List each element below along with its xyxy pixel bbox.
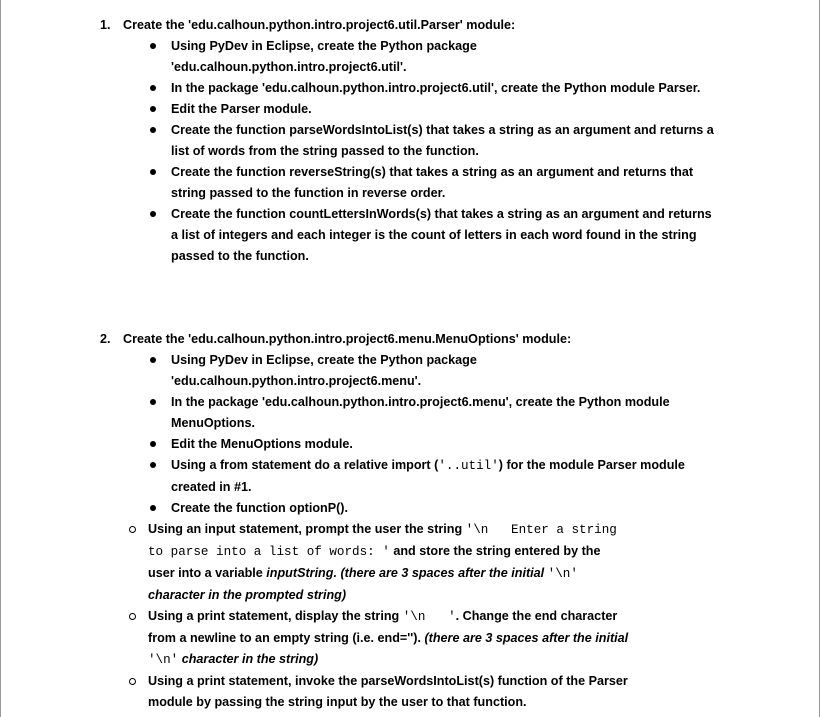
hollow-bullet-icon [129, 678, 136, 685]
bullet-icon [150, 85, 156, 91]
list-item: Create the function parseWordsIntoList(s) that takes a string as an argument and returns a list of words from the string passed to the function. [100, 120, 731, 162]
bullet-icon [150, 211, 156, 217]
bullet-icon [150, 357, 156, 363]
list-item: Create the function optionP(). Using an input statement, prompt the user the string '\n Enter a string to parse into a list of words: ' and store the string entered by the user into a variable inputString. (there are 3 spaces after the initial '\n' character in the prompted string) Using a print statement, display the string '\n '. Change the end character from a newline to an empty string (i.e. end=''). (there are 3 spaces after the initial '\n' character in the string) Using a print statement, invoke the parseWordsIntoList(s) function of the Parser module by passing the string input by the user to that function. [100, 498, 731, 713]
sub-list-item: Using a print statement, display the string '\n '. Change the end character from a newline to an empty string (i.e. end=''). (there are 3 spaces after the initial '\n' character in the string) [100, 606, 648, 671]
list-item: Using PyDev in Eclipse, create the Python package 'edu.calhoun.python.intro.project6.util'. [100, 36, 731, 78]
list-item: Using a from statement do a relative import ('..util') for the module Parser module created in #1. [100, 455, 731, 498]
instruction-item-2 [100, 329, 731, 713]
bullet-icon [150, 505, 156, 511]
list-item: In the package 'edu.calhoun.python.intro.project6.util', create the Python module Parser. [100, 78, 731, 99]
bullet-icon [150, 441, 156, 447]
hollow-bullet-icon [129, 613, 136, 620]
inline-code: '..util' [438, 459, 499, 473]
item-2-heading-text: Create the 'edu.calhoun.python.intro.project6.menu.MenuOptions' module: [123, 332, 572, 346]
list-item: Using PyDev in Eclipse, create the Python package 'edu.calhoun.python.intro.project6.menu'. [100, 350, 731, 392]
inline-code: '\n ' [402, 610, 456, 624]
item-2-number: 2. [100, 332, 111, 346]
instruction-item-1 [100, 15, 731, 267]
list-item: Create the function countLettersInWords(s) that takes a string as an argument and returns a list of integers and each integer is the count of letters in each word found in the string passed to the function. [100, 204, 731, 267]
item-1-heading [100, 15, 731, 36]
list-item: Create the function reverseString(s) that takes a string as an argument and returns that string passed to the function in reverse order. [100, 162, 731, 204]
inline-code: to parse into a list of words: ' [148, 545, 390, 559]
item-1-number: 1. [100, 18, 111, 32]
sub-list-item: Using a print statement, invoke the parseWordsIntoList(s) function of the Parser module by passing the string input by the user to that function. [100, 671, 648, 713]
sub-bullet-list [148, 519, 731, 713]
bullet-icon [150, 399, 156, 405]
list-item: Edit the MenuOptions module. [100, 434, 731, 455]
list-item: Edit the Parser module. [100, 99, 731, 120]
item-1-bullet-list [100, 36, 731, 267]
item-2-heading [100, 329, 731, 350]
bullet-icon [150, 43, 156, 49]
bullet-icon [150, 127, 156, 133]
bullet-icon [150, 106, 156, 112]
sub-list-item: Using an input statement, prompt the user the string '\n Enter a string to parse into a list of words: ' and store the string entered by the user into a variable inputString. (there are 3 spaces after the initial '\n' character in the prompted string) [100, 519, 648, 606]
bullet-icon [150, 169, 156, 175]
item-2-bullet-list [100, 350, 731, 713]
inline-code: '\n Enter a string [465, 523, 617, 537]
inline-code: '\n' [547, 567, 578, 581]
item-1-heading-text: Create the 'edu.calhoun.python.intro.project6.util.Parser' module: [123, 18, 516, 32]
list-item: In the package 'edu.calhoun.python.intro.project6.menu', create the Python module MenuOptions. [100, 392, 731, 434]
hollow-bullet-icon [129, 526, 136, 533]
bullet-icon [150, 462, 156, 468]
inline-code: '\n' [148, 653, 179, 667]
